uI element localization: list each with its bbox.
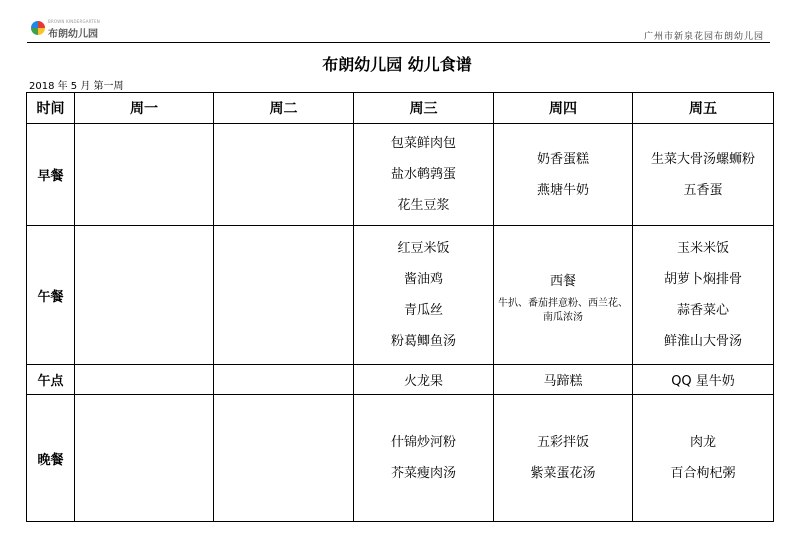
col-header-thu: 周四 (494, 93, 633, 124)
menu-item: 鲜淮山大骨汤 (663, 334, 742, 349)
cell-lunch-mon (75, 226, 214, 365)
menu-item: 燕塘牛奶 (536, 182, 589, 198)
menu-item: 花生豆浆 (397, 198, 450, 213)
meal-label-snack: 午点 (27, 365, 75, 395)
cell-dinner-tue (214, 395, 354, 522)
menu-item: 包菜鲜肉包 (390, 136, 456, 151)
table-header-row (27, 93, 774, 124)
menu-item: 玉米米饭 (676, 241, 729, 256)
table-row-lunch (27, 226, 774, 365)
table-row-breakfast (27, 124, 774, 226)
menu-item: 胡萝卜焖排骨 (663, 272, 742, 287)
cell-breakfast-mon (75, 124, 214, 226)
col-header-wed: 周三 (354, 93, 494, 124)
cell-lunch-tue (214, 226, 354, 365)
header-address: 广州市新泉花园布朗幼儿园 (643, 32, 764, 42)
col-header-tue: 周二 (214, 93, 354, 124)
cell-dinner-thu (494, 395, 633, 522)
cell-snack-mon (75, 365, 214, 395)
menu-item: 芥菜瘦肉汤 (390, 466, 456, 481)
meal-label-breakfast: 早餐 (27, 124, 75, 226)
cell-dinner-wed (354, 395, 494, 522)
menu-item: 五香蛋 (683, 182, 723, 198)
col-header-time: 时间 (27, 93, 75, 124)
menu-item: 什锦炒河粉 (390, 435, 456, 450)
menu-item: 青瓜丝 (403, 303, 443, 318)
logo-tagline: BROWN KINDERGARTEN (48, 19, 100, 24)
menu-item: 肉龙 (689, 435, 716, 450)
cell-breakfast-tue (214, 124, 354, 226)
cell-dinner-fri (633, 395, 774, 522)
menu-item: 生菜大骨汤螺蛳粉 (650, 151, 755, 167)
cell-lunch-fri (633, 226, 774, 365)
header-divider (27, 42, 770, 43)
logo-flower-icon (31, 21, 45, 35)
menu-item-detail: 牛扒、番茄拌意粉、西兰花、南瓜浓汤 (498, 297, 628, 323)
cell-lunch-wed (354, 226, 494, 365)
cell-snack-fri: QQ 星牛奶 (633, 365, 774, 395)
kindergarten-logo (31, 19, 101, 41)
logo-text: 布朗幼儿园 (48, 29, 98, 40)
col-header-mon: 周一 (75, 93, 214, 124)
cell-snack-thu: 马蹄糕 (494, 365, 633, 395)
menu-item: 盐水鹌鹑蛋 (390, 167, 456, 182)
cell-breakfast-wed (354, 124, 494, 226)
menu-item: 蒜香菜心 (676, 303, 729, 318)
cell-breakfast-fri (633, 124, 774, 226)
menu-table (26, 92, 774, 522)
menu-item: 红豆米饭 (397, 241, 450, 256)
menu-item: 酱油鸡 (403, 272, 443, 287)
table-row-snack (27, 365, 774, 395)
cell-breakfast-thu (494, 124, 633, 226)
menu-date: 2018 年 5 月 第一周 (29, 81, 124, 92)
menu-item: 粉葛鲫鱼汤 (390, 334, 456, 349)
cell-dinner-mon (75, 395, 214, 522)
page-title: 布朗幼儿园 幼儿食谱 (322, 55, 472, 74)
table-row-dinner (27, 395, 774, 522)
menu-item: 西餐 (549, 273, 576, 289)
meal-label-lunch: 午餐 (27, 226, 75, 365)
meal-label-dinner: 晚餐 (27, 395, 75, 522)
menu-item: 百合枸杞粥 (670, 466, 736, 481)
cell-snack-wed: 火龙果 (354, 365, 494, 395)
col-header-fri: 周五 (633, 93, 774, 124)
menu-item: 五彩拌饭 (536, 435, 589, 450)
cell-snack-tue (214, 365, 354, 395)
menu-item: 紫菜蛋花汤 (530, 466, 596, 481)
menu-item: 奶香蛋糕 (536, 151, 589, 167)
cell-lunch-thu (494, 226, 633, 365)
